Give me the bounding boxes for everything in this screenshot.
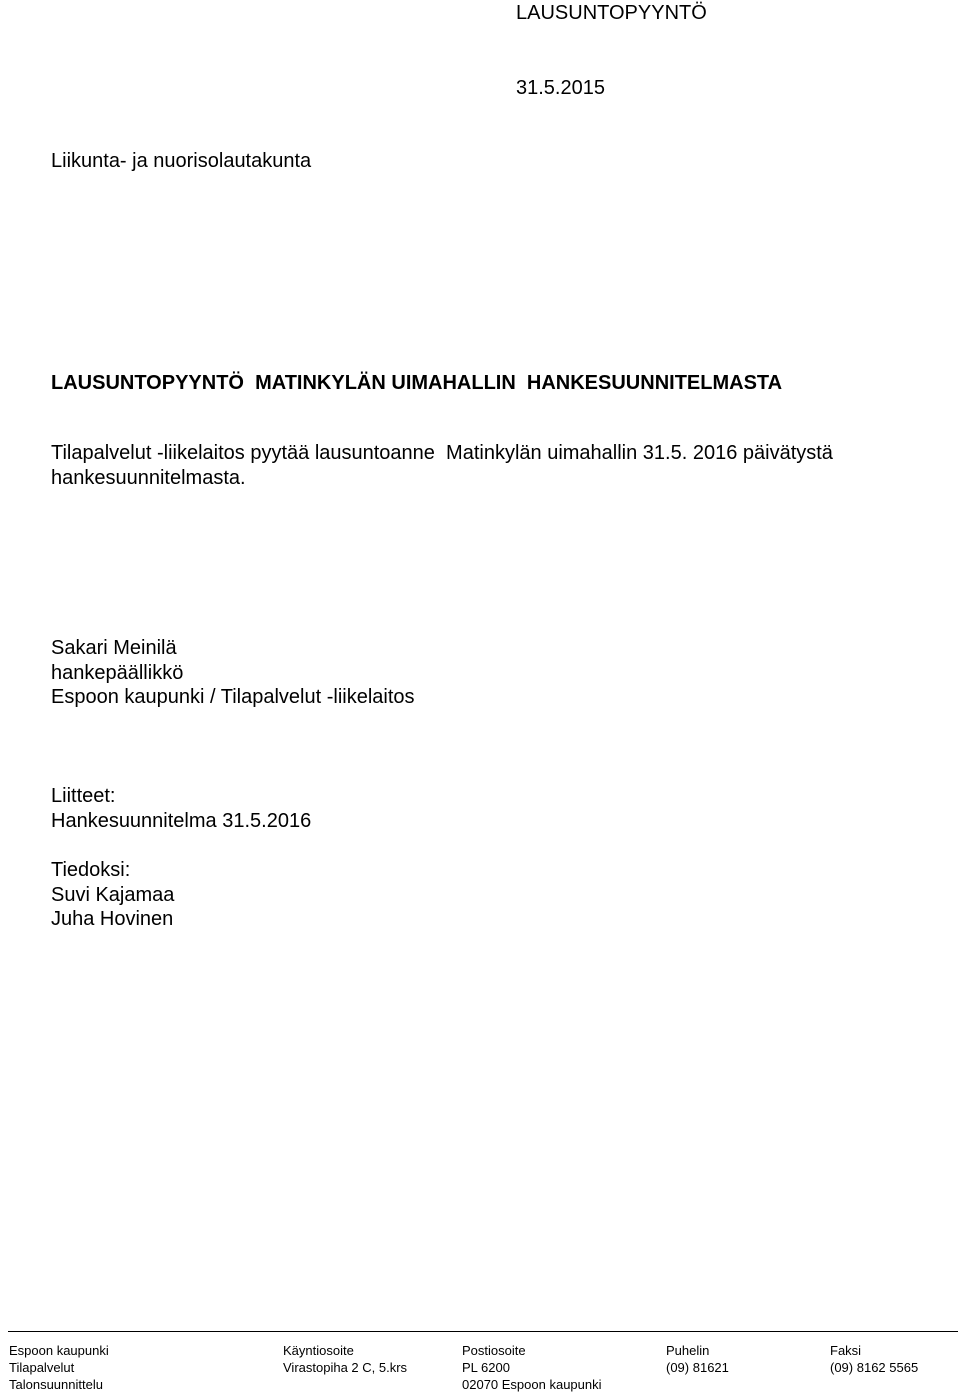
cc-name: Suvi Kajamaa [51, 884, 175, 906]
footer-org-line: Tilapalvelut [9, 1360, 75, 1375]
body-line-1: Tilapalvelut -liikelaitos pyytää lausuntoanne Matinkylän uimahallin 31.5. 2016 päivätystä [51, 442, 833, 464]
signer-name: Sakari Meinilä [51, 637, 177, 659]
footer-phone-label: Puhelin [666, 1343, 710, 1358]
footer-fax [830, 1342, 918, 1376]
footer-postal-line: 02070 Espoon kaupunki [462, 1377, 602, 1392]
cc-label: Tiedoksi: [51, 859, 131, 881]
subject-heading: LAUSUNTOPYYNTÖ MATINKYLÄN UIMAHALLIN HANKESUUNNITELMASTA [51, 372, 783, 394]
footer-visiting-address [283, 1342, 407, 1376]
footer-org-line: Talonsuunnittelu [9, 1377, 103, 1392]
footer-divider [8, 1331, 958, 1332]
footer-organization [9, 1342, 109, 1393]
footer-fax-label: Faksi [830, 1343, 862, 1358]
cc-name: Juha Hovinen [51, 908, 174, 930]
attachments-label: Liitteet: [51, 785, 116, 807]
footer-visiting-value: Virastopiha 2 C, 5.krs [283, 1360, 408, 1375]
document-type: LAUSUNTOPYYNTÖ [516, 2, 707, 24]
footer-postal-address [462, 1342, 602, 1393]
attachment-item: Hankesuunnitelma 31.5.2016 [51, 810, 312, 832]
footer-postal-line: PL 6200 [462, 1360, 510, 1375]
body-line-2: hankesuunnitelmasta. [51, 467, 246, 489]
footer-phone-value: (09) 81621 [666, 1360, 729, 1375]
document-date: 31.5.2015 [516, 77, 605, 99]
footer-fax-value: (09) 8162 5565 [830, 1360, 919, 1375]
signer-organization: Espoon kaupunki / Tilapalvelut -liikelaitos [51, 686, 415, 708]
footer-postal-label: Postiosoite [462, 1343, 526, 1358]
signer-title: hankepäällikkö [51, 662, 184, 684]
footer-org-line: Espoon kaupunki [9, 1343, 109, 1358]
footer-visiting-label: Käyntiosoite [283, 1343, 354, 1358]
recipient: Liikunta- ja nuorisolautakunta [51, 150, 312, 172]
footer-phone [666, 1342, 729, 1376]
